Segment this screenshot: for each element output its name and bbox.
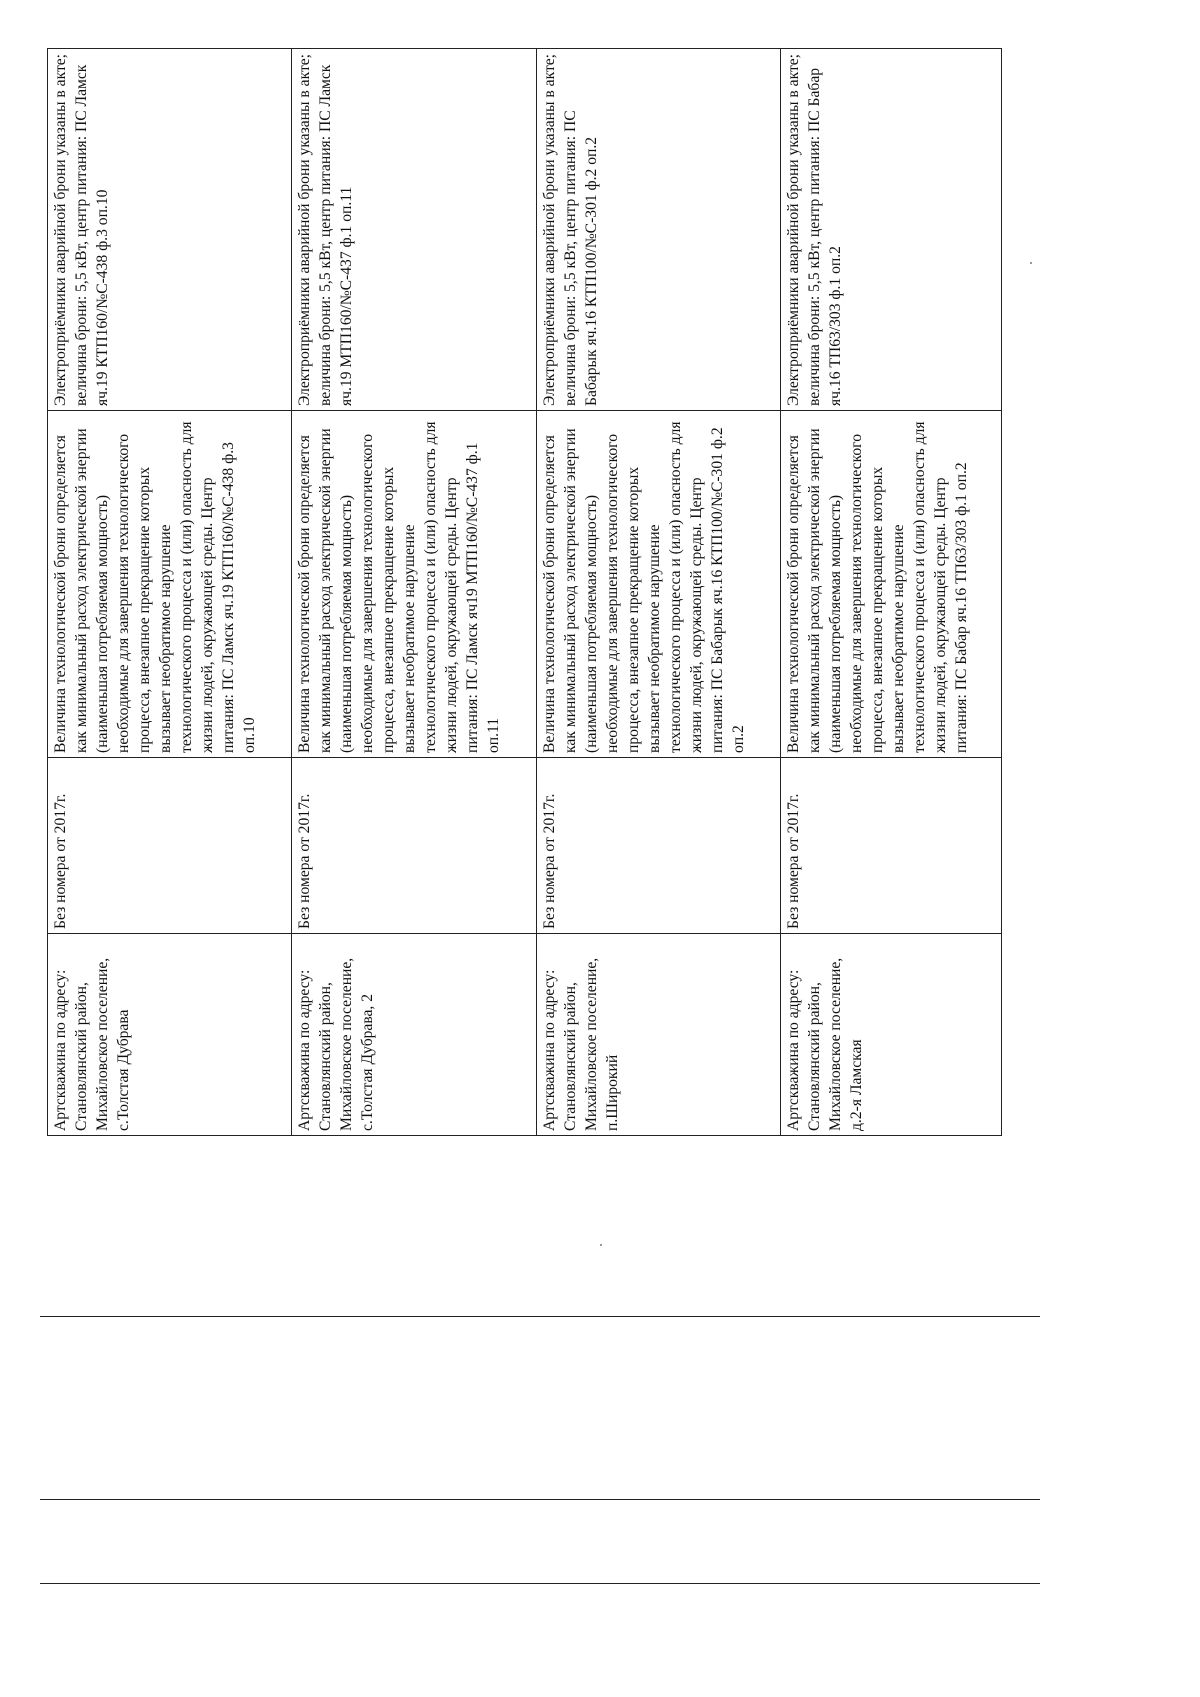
emergency-reserve-cell: Электроприёмники аварийной брони указаны в акте; величина брони: 5,5 кВт, центр питания: ПС Ламск яч.19 КТП160/№С-438 ф.3 оп.10 [48, 49, 292, 411]
tech-reserve-cell: Величина технологической брони определяется как минимальный расход электрической энергии (наименьшая потребляемая мощность) необходимые для завершения технологического процесса, внезапное прекращение которых вызывает необратимое нарушение технологического процесса и (или) опасность для жизни людей, окружающей среды. Центр питания: ПС Бабар яч.16 ТП63/303 ф.1 оп.2 [781, 411, 1002, 758]
object-address-cell: Артскважина по адресу: Становлянский район, Михайловское поселение, с.Толстая Дубрава [48, 934, 292, 1136]
emergency-reserve-cell: Электроприёмники аварийной брони указаны в акте; величина брони: 5,5 кВт, центр питания: ПС Бабарык яч.16 КТП100/№С-301 ф.2 оп.2 [536, 49, 780, 411]
table-row [292, 49, 536, 1136]
act-cell: Без номера от 2017г. [536, 758, 780, 934]
act-cell: Без номера от 2017г. [48, 758, 292, 934]
rotated-page [40, 34, 1040, 1584]
object-address-cell: Артскважина по адресу: Становлянский район, Михайловское поселение, п.Широкий [536, 934, 780, 1136]
horizontal-rule-lower [40, 1499, 1040, 1500]
act-cell: Без номера от 2017г. [292, 758, 536, 934]
table-row [781, 49, 1002, 1136]
reserve-table [47, 48, 1002, 1136]
emergency-reserve-cell: Электроприёмники аварийной брони указаны в акте; величина брони: 5,5 кВт, центр питания: ПС Ламск яч.19 МТП160/№С-437 ф.1 оп.11 [292, 49, 536, 411]
act-cell: Без номера от 2017г. [781, 758, 1002, 934]
tech-reserve-cell: Величина технологической брони определяется как минимальный расход электрической энергии (наименьшая потребляемая мощность) необходимые для завершения технологического процесса, внезапное прекращение которых вызывает необратимое нарушение технологического процесса и (или) опасность для жизни людей, окружающей среды. Центр питания: ПС Ламск яч.19 КТП160/№С-438 ф.3 оп.10 [48, 411, 292, 758]
scan-speck [1030, 262, 1032, 264]
horizontal-rule-upper [40, 1316, 1040, 1317]
table-row [48, 49, 292, 1136]
tech-reserve-cell: Величина технологической брони определяется как минимальный расход электрической энергии (наименьшая потребляемая мощность) необходимые для завершения технологического процесса, внезапное прекращение которых вызывает необратимое нарушение технологического процесса и (или) опасность для жизни людей, окружающей среды. Центр питания: ПС Ламск яч19 МТП160/№С-437 ф.1 оп.11 [292, 411, 536, 758]
object-address-cell: Артскважина по адресу: Становлянский район, Михайловское поселение, д.2-я Ламская [781, 934, 1002, 1136]
table-row [536, 49, 780, 1136]
scan-speck [600, 1244, 602, 1246]
tech-reserve-cell: Величина технологической брони определяется как минимальный расход электрической энергии (наименьшая потребляемая мощность) необходимые для завершения технологического процесса, внезапное прекращение которых вызывает необратимое нарушение технологического процесса и (или) опасность для жизни людей, окружающей среды. Центр питания: ПС Бабарык яч.16 КТП100/№С-301 ф.2 оп.2 [536, 411, 780, 758]
emergency-reserve-cell: Электроприёмники аварийной брони указаны в акте; величина брони: 5,5 кВт, центр питания: ПС Бабар яч.16 ТП63/303 ф.1 оп.2 [781, 49, 1002, 411]
horizontal-rule-bottom [40, 1583, 1040, 1584]
object-address-cell: Артскважина по адресу: Становлянский район, Михайловское поселение, с.Толстая Дубрава, 2 [292, 934, 536, 1136]
